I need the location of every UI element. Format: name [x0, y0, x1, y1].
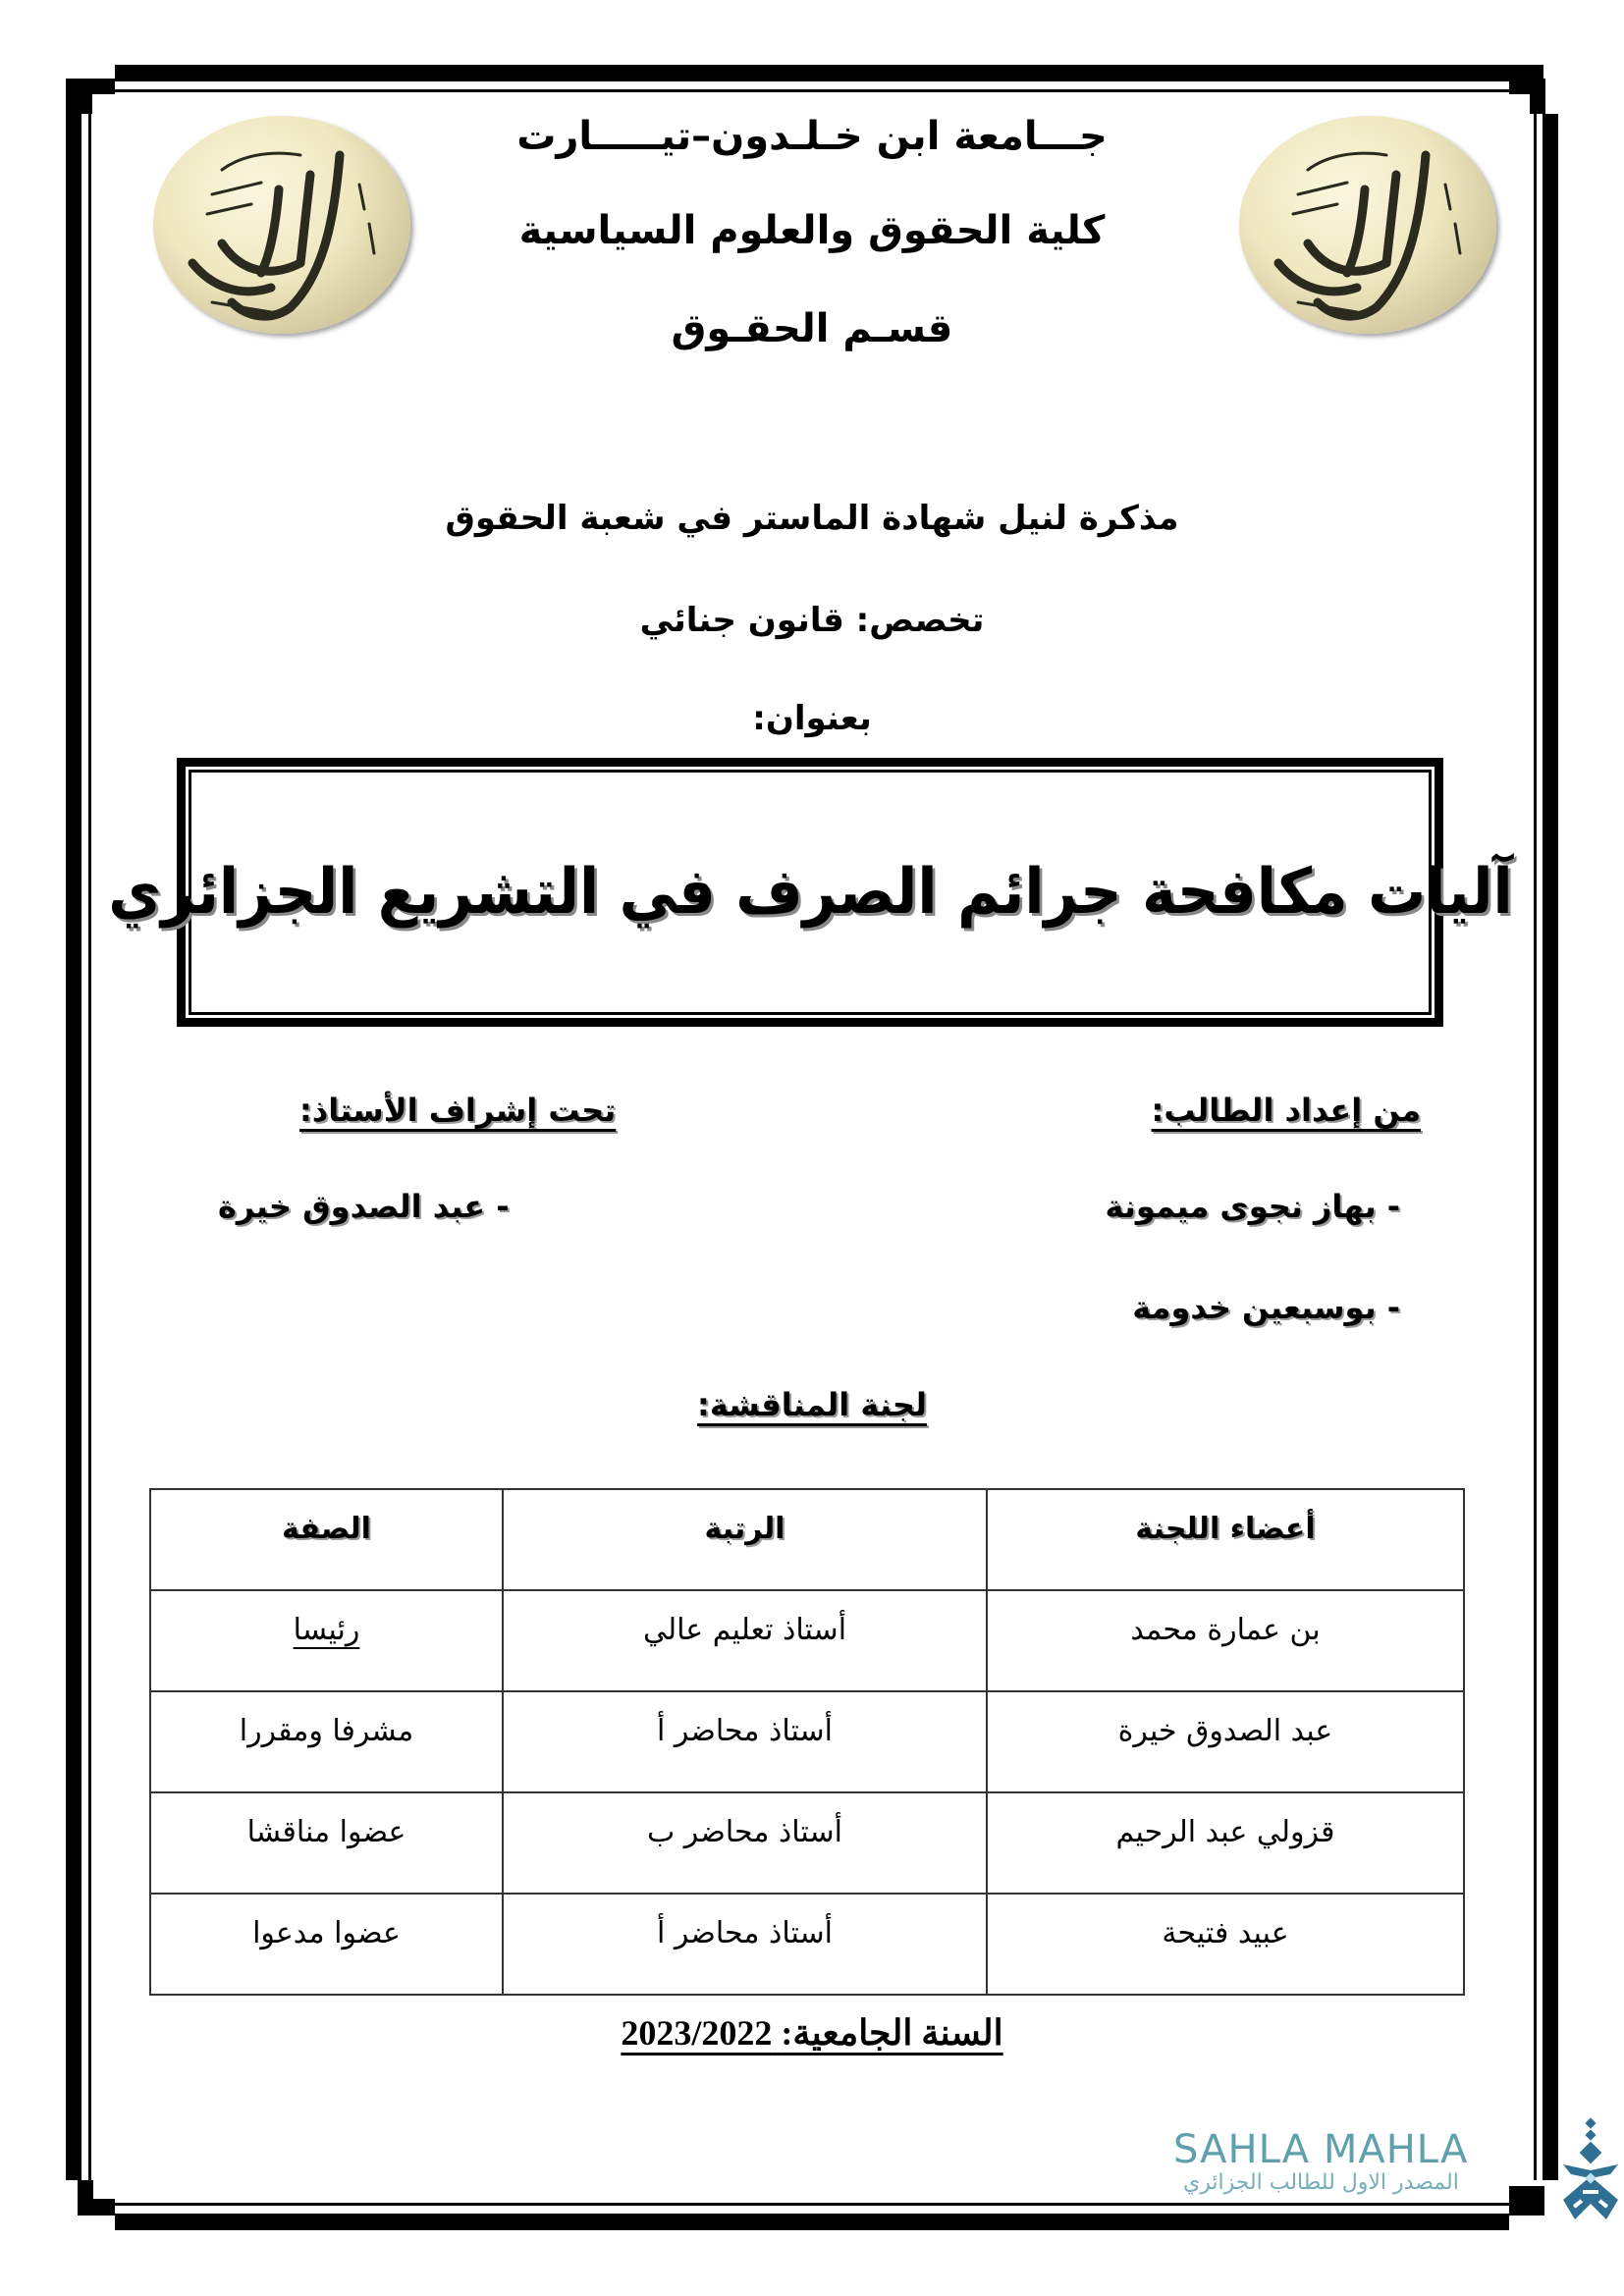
- cell-member: بن عمارة محمد: [987, 1590, 1464, 1691]
- cell-rank: أستاذ محاضر أ: [503, 1691, 987, 1792]
- cell-rank: أستاذ محاضر ب: [503, 1792, 987, 1894]
- authors-label: من إعداد الطالب:: [1151, 1092, 1421, 1129]
- degree-line: مذكرة لنيل شهادة الماستر في شعبة الحقوق: [445, 499, 1179, 538]
- academic-year-value: 2023/2022: [621, 2013, 773, 2053]
- cell-rank: أستاذ محاضر أ: [503, 1894, 987, 1995]
- table-row: [150, 1590, 1464, 1691]
- cell-role: [150, 1590, 503, 1691]
- cell-rank: أستاذ تعليم عالي: [503, 1590, 987, 1691]
- header-member: أعضاء اللجنة: [987, 1489, 1464, 1590]
- border-left-thin: [88, 114, 91, 2180]
- border-bottom-thick: [115, 2214, 1509, 2230]
- border-bottom-thin: [115, 2203, 1509, 2206]
- watermark-brand: SAHLA MAHLA: [1173, 2127, 1469, 2172]
- cell-role: عضوا مدعوا: [150, 1894, 503, 1995]
- header-role: الصفة: [150, 1489, 503, 1590]
- committee-table: [149, 1488, 1465, 1996]
- table-row: [150, 1894, 1464, 1995]
- watermark-tagline: المصدر الاول للطالب الجزائري: [1183, 2170, 1459, 2195]
- supervisor-name: - عبد الصدوق خيرة: [218, 1188, 510, 1225]
- faculty-name: كلية الحقوق والعلوم السياسية: [518, 208, 1106, 253]
- thesis-title-box-inner: [107, 770, 1513, 1015]
- corner-tl-a: [88, 79, 115, 94]
- corner-tr-b: [1530, 79, 1545, 114]
- corner-bl-b: [78, 2199, 115, 2216]
- academic-year-line: [621, 2013, 1002, 2053]
- university-name: جـــامعة ابن خـلـدون–تيـــــارت: [516, 114, 1108, 159]
- specialty-line: تخصص: قانون جنائي: [639, 601, 985, 640]
- author-name: - بهاز نجوى ميمونة: [1105, 1188, 1400, 1225]
- thesis-title: آليات مكافحة جرائم الصرف في التشريع الجزائري: [107, 856, 1513, 929]
- title-label: بعنوان:: [752, 699, 872, 738]
- border-top-thick: [115, 65, 1543, 81]
- sahla-mahla-logo-icon: [1559, 2115, 1624, 2223]
- corner-tl-b: [66, 79, 92, 114]
- department-name: قسـم الحقـوق: [671, 306, 953, 351]
- cell-role: عضوا مناقشا: [150, 1792, 503, 1894]
- table-row: [150, 1792, 1464, 1894]
- role-text: رئيسا: [293, 1613, 360, 1647]
- border-top-thin: [115, 89, 1543, 92]
- cell-member: عبيد فتيحة: [987, 1894, 1464, 1995]
- committee-label: لجنة المناقشة:: [697, 1386, 927, 1423]
- cell-role: مشرفا ومقررا: [150, 1691, 503, 1792]
- header-rank: الرتبة: [503, 1489, 987, 1590]
- cell-member: قزولي عبد الرحيم: [987, 1792, 1464, 1894]
- table-row: [150, 1691, 1464, 1792]
- border-left-thick: [66, 114, 81, 2180]
- border-right-thick: [1543, 114, 1558, 2180]
- table-header-row: [150, 1489, 1464, 1590]
- watermark: [1173, 2128, 1566, 2195]
- academic-year-label: السنة الجامعية:: [781, 2013, 1003, 2053]
- border-right-thin: [1534, 114, 1537, 2180]
- academic-year: [0, 2012, 1624, 2054]
- cell-member: عبد الصدوق خيرة: [987, 1691, 1464, 1792]
- supervisor-label: تحت إشراف الأستاذ:: [299, 1092, 617, 1129]
- author-name: - بوسبعين خدومة: [1132, 1289, 1400, 1326]
- thesis-title-box: [107, 758, 1513, 1027]
